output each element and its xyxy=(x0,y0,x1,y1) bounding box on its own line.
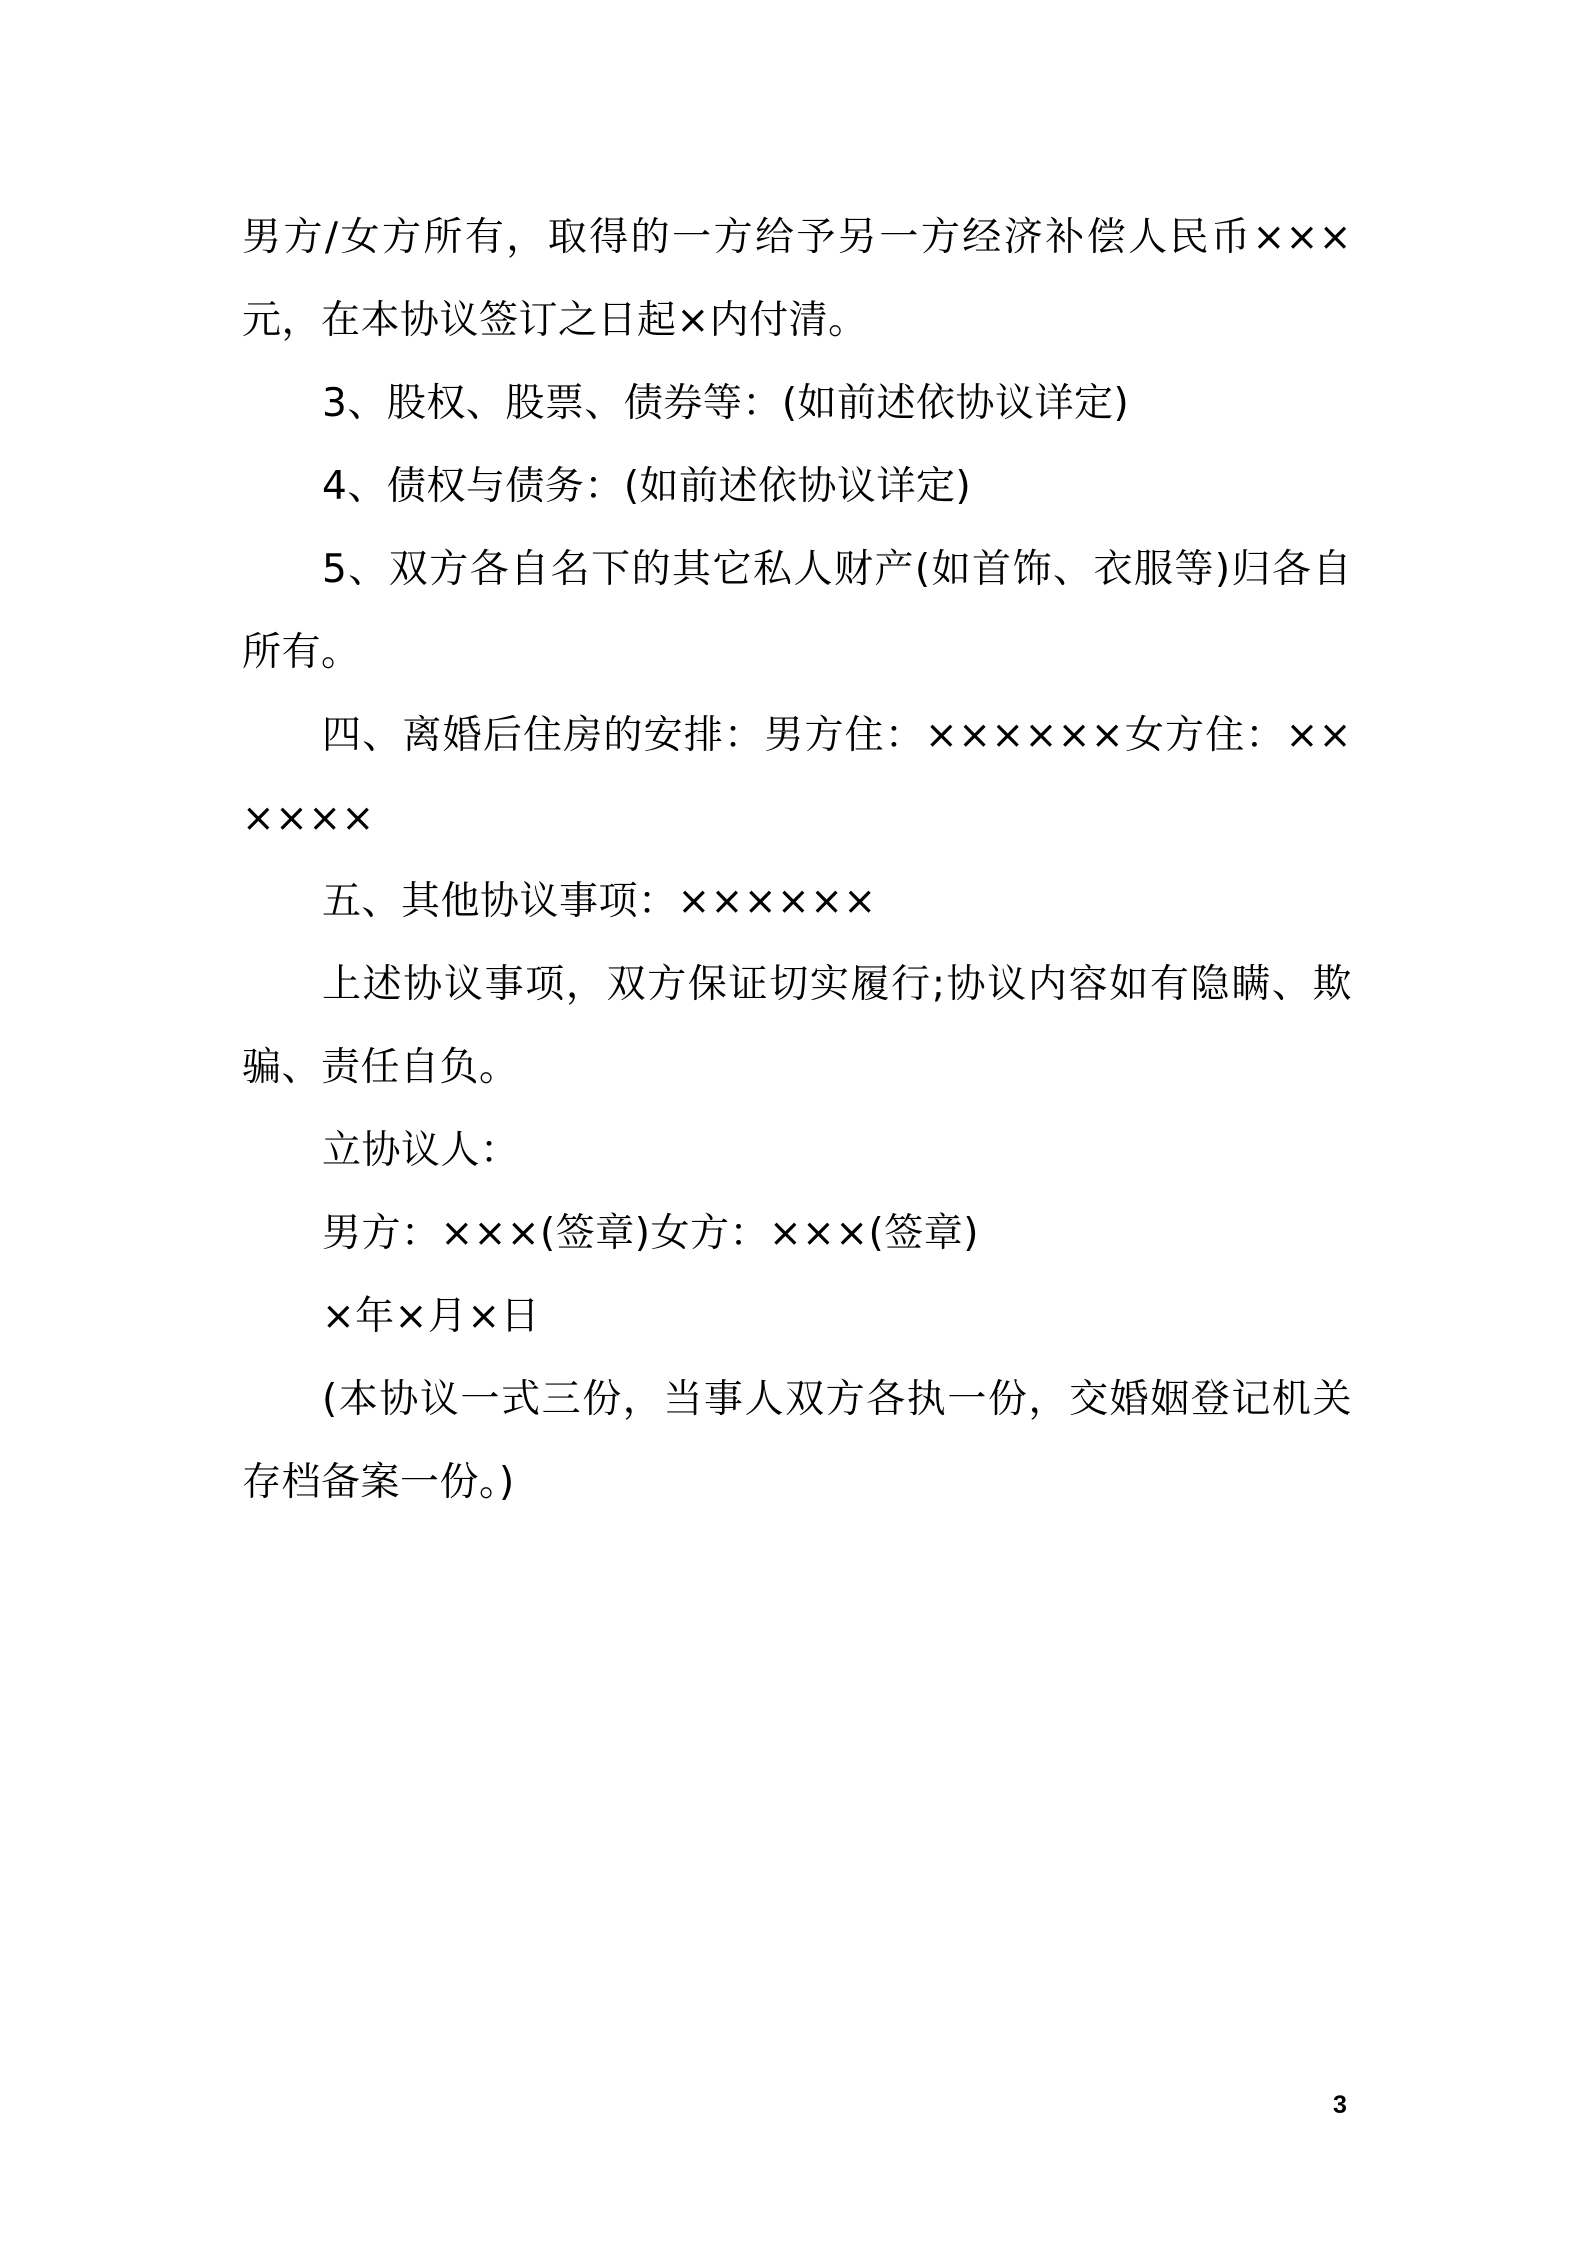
page-number: 3 xyxy=(1333,2091,1347,2119)
paragraph-signatures: 男方：×××(签章)女方：×××(签章) xyxy=(322,1211,979,1256)
paragraph-guarantee: 上述协议事项，双方保证切实履行;协议内容如有隐瞒、欺骗、责任自负。 xyxy=(242,962,1352,1090)
paragraph-signatories-heading: 立协议人： xyxy=(322,1128,520,1173)
document-body xyxy=(242,196,1352,1524)
paragraph-date: ×年×月×日 xyxy=(322,1294,541,1339)
paragraph-claims-and-debts: 4、债权与债务：(如前述依协议详定) xyxy=(322,464,972,509)
paragraph-equity-stocks-bonds: 3、股权、股票、债券等：(如前述依协议详定) xyxy=(322,381,1130,426)
paragraph-housing-arrangement: 四、离婚后住房的安排：男方住：××××××女方住：×××××× xyxy=(242,713,1352,841)
paragraph-copies-note: (本协议一式三份，当事人双方各执一份，交婚姻登记机关存档备案一份。) xyxy=(242,1377,1352,1505)
paragraph-compensation-continued: 男方/女方所有，取得的一方给予另一方经济补偿人民币×××元，在本协议签订之日起×内付清。 xyxy=(242,215,1352,343)
paragraph-private-property: 5、双方各自名下的其它私人财产(如首饰、衣服等)归各自所有。 xyxy=(242,547,1352,675)
paragraph-other-matters: 五、其他协议事项：×××××× xyxy=(322,879,877,924)
